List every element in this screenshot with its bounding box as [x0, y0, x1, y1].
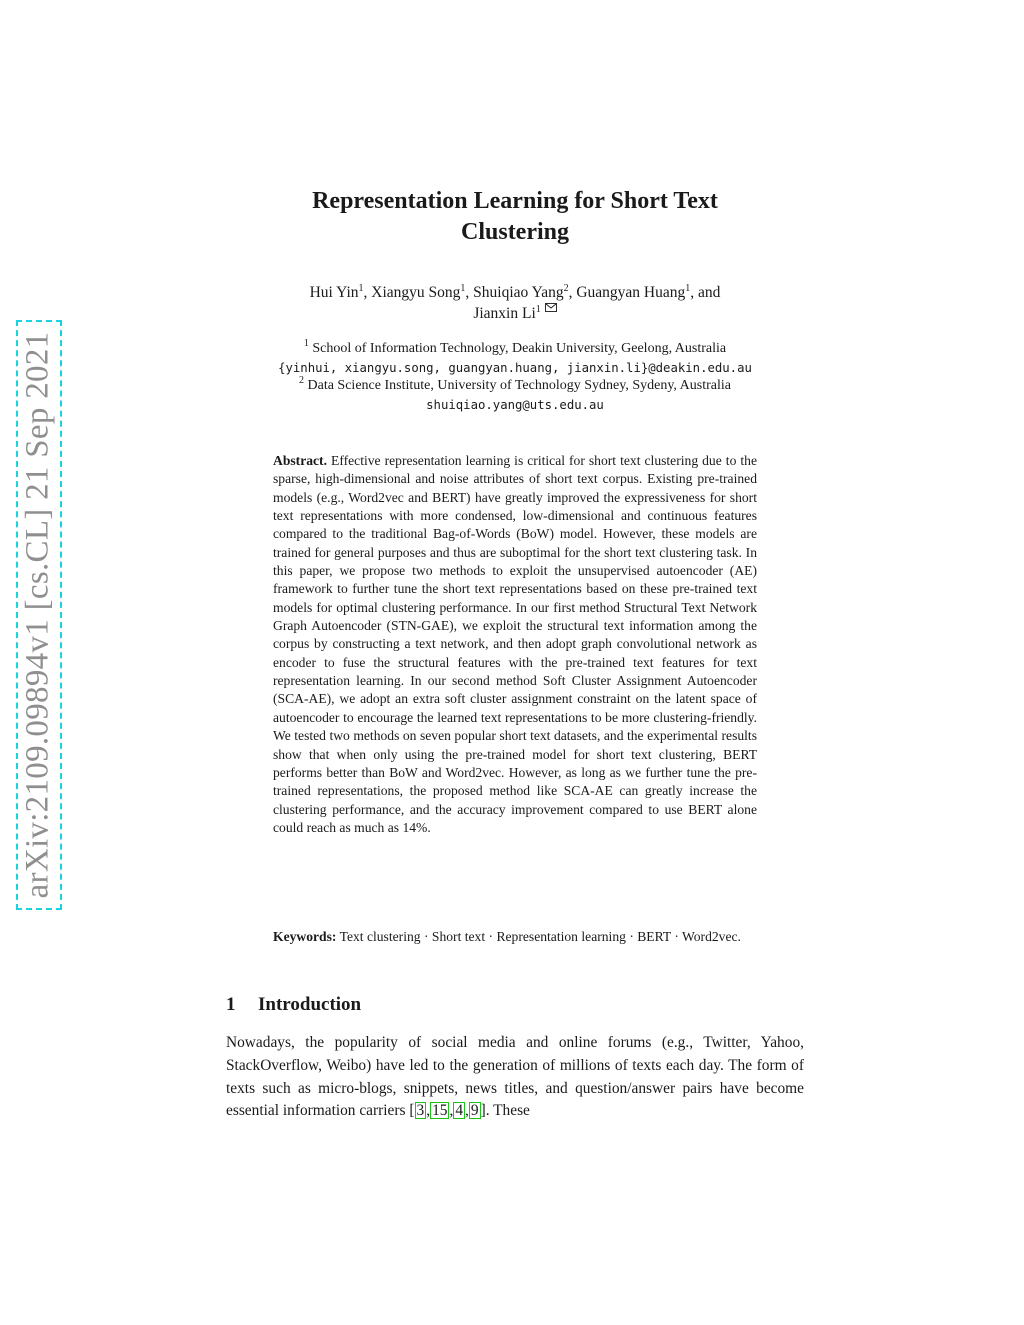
introduction-paragraph: [226, 1032, 804, 1123]
author-conjunction: and: [698, 284, 721, 301]
author-name: Hui Yin: [309, 284, 359, 301]
title-line-2: Clustering: [461, 219, 569, 245]
affiliation-1-email[interactable]: {yinhui, xiangyu.song, guangyan.huang, jianxin.li}@deakin.edu.au: [278, 360, 752, 375]
author-name: Guangyan Huang: [576, 284, 686, 301]
author-name: Xiangyu Song: [371, 284, 461, 301]
affiliation-1: $^1$ School of Information Technology, Deakin University, Geelong, Australia: [303, 338, 727, 356]
section-number: 1: [226, 994, 236, 1015]
keywords-text: Text clustering · Short text · Representation learning · BERT · Word2vec.: [339, 929, 741, 944]
abstract-text: Effective representation learning is critical for short text clustering due to the sparse, high-dimensional and noise attributes of short text corpus. Existing pre-trained models (e.g., Word2vec and BERT) have greatly improved the expressiveness for short text representations with more condensed, low-dimensional and continuous features compared to the traditional Bag-of-Words (BoW) model. However, these models are trained for general purposes and thus are suboptimal for the short text clustering task. In this paper, we propose two methods to exploit the unsupervised autoencoder (AE) framework to further tune the short text representations based on these pre-trained text models for optimal clustering performance. In our first method Structural Text Network Graph Autoencoder (STN-GAE), we exploit the structural text information among the corpus by constructing a text network, and then adopt graph convolutional network as encoder to fuse the structural features with the pre-trained text features for text representation learning. In our second method Soft Cluster Assignment Autoencoder (SCA-AE), we adopt an extra soft cluster assignment constraint on the latent space of autoencoder to encourage the learned text representations to be more clustering-friendly. We tested two methods on seven popular short text datasets, and the experimental results show that when only using the pre-trained model for short text clustering, BERT performs better than BoW and Word2vec. However, as long as we further tune the pre-trained representations, the proposed method like SCA-AE can greatly increase the clustering performance, and the accuracy improvement compared to use BERT alone could reach as much as 14%.: [273, 453, 757, 835]
intro-tail: . These: [485, 1102, 530, 1120]
affiliations: [220, 340, 810, 414]
abstract: [273, 452, 757, 837]
section-heading: [226, 994, 361, 1016]
citation-link[interactable]: 3: [416, 1102, 425, 1120]
arxiv-stamp[interactable]: arXiv:2109.09894v1 [cs.CL] 21 Sep 2021: [19, 331, 56, 899]
affiliation-2-email[interactable]: shuiqiao.yang@uts.edu.au: [426, 397, 604, 412]
keywords-label: Keywords:: [273, 929, 337, 944]
intro-text: Nowadays, the popularity of social media and online forums (e.g., Twitter, Yahoo, StackOverflow, Weibo) have led to the generation of millions of texts each day. The form of texts such as micro-blogs, snippets, news titles, and question/answer pairs have become essential information carriers: [226, 1034, 804, 1120]
citation-link[interactable]: 9: [470, 1102, 479, 1120]
citation-link[interactable]: 15: [432, 1102, 448, 1120]
abstract-label: Abstract.: [273, 453, 327, 468]
author-name: Jianxin Li: [473, 305, 536, 322]
affiliation-2: $^2$ Data Science Institute, University of Technology Sydney, Sydeny, Australia: [299, 375, 731, 393]
keywords: [273, 928, 757, 947]
title-line-1: Representation Learning for Short Text: [312, 188, 718, 214]
section-title: Introduction: [258, 994, 362, 1015]
author-line-2: Jianxin Li$^1$: [240, 303, 790, 324]
citation-group: [ 3 , 15 , 4 , 9 ]: [409, 1102, 486, 1120]
author-list: [240, 283, 790, 324]
envelope-icon: [545, 304, 557, 315]
citation-link[interactable]: 4: [455, 1102, 464, 1120]
paper-title: [230, 186, 800, 248]
author-line-1: Hui Yin$^1$, Xiangyu Song$^1$, Shuiqiao Yang$^2$, Guangyan Huang$^1$, and: [309, 283, 721, 301]
author-name: Shuiqiao Yang: [473, 284, 564, 301]
